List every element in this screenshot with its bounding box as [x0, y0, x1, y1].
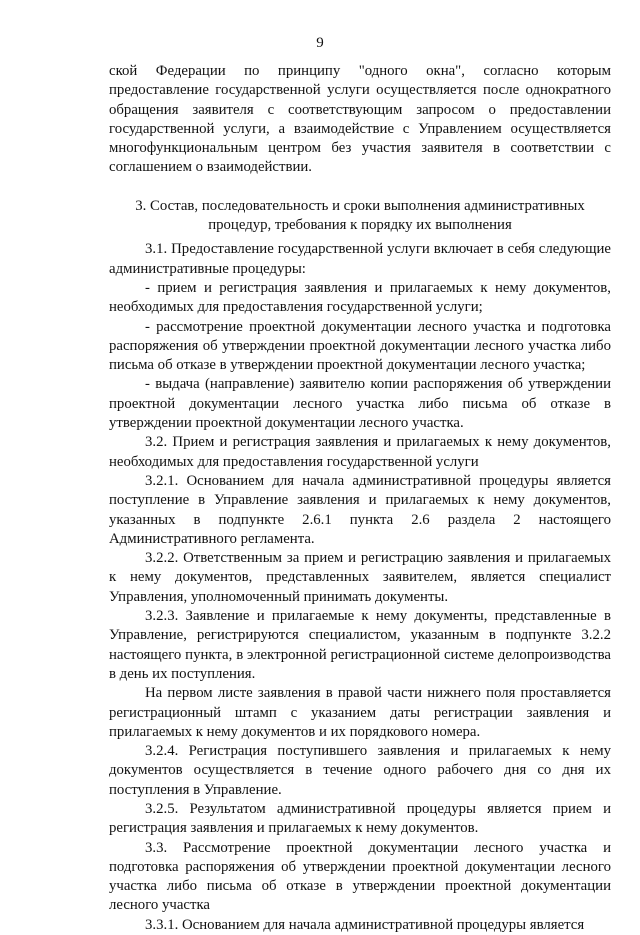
paragraph-3-2-3: 3.2.3. Заявление и прилагаемые к нему документы, представленные в Управление, регистрируются специалистом, указанным в подпункте 3.2.2 настоящего пункта, в электронной регистрационной системе делопроизводства в день их поступления.: [109, 608, 611, 682]
list-item-reception: - прием и регистрация заявления и прилагаемых к нему документов, необходимых для предоставления государственной услуги;: [109, 279, 611, 316]
paragraph-continuation: ской Федерации по принципу "одного окна", согласно которым предоставление государственной услуги осуществляется после однократного обращения заявителя с соответствующим запросом о предоставлении государственной услуги, а взаимодействие с Управлением осуществляется многофункциональным центром без участия заявителя в соответствии с соглашением о взаимодействии.: [109, 63, 611, 176]
paragraph-3-1: 3.1. Предоставление государственной услуги включает в себя следующие административные процедуры:: [109, 241, 611, 277]
paragraph-3-2-2: 3.2.2. Ответственным за прием и регистрацию заявления и прилагаемых к нему документов, представленных заявителем, является специалист Управления, уполномоченный принимать документы.: [109, 550, 611, 605]
paragraph-3-3: 3.3. Рассмотрение проектной документации лесного участка и подготовка распоряжения об утверждении проектной документации лесного участка либо письма об отказе в утверждении проектной документации лесного участка: [109, 839, 611, 914]
paragraph-3-3-1: 3.3.1. Основанием для начала административной процедуры является: [145, 916, 585, 933]
section-heading: 3. Состав, последовательность и сроки выполнения административных процедур, требования к порядку их выполнения: [135, 197, 585, 234]
paragraph-3-2: 3.2. Прием и регистрация заявления и прилагаемых к нему документов, необходимых для предоставления государственной услуги: [109, 434, 611, 470]
paragraph-3-2-5: 3.2.5. Результатом административной процедуры является прием и регистрация заявления и прилагаемых к нему документов.: [109, 800, 611, 837]
paragraph-stamp: На первом листе заявления в правой части нижнего поля проставляется регистрационный штамп с указанием даты регистрации заявления и прилагаемых к нему документов и их порядкового номера.: [109, 685, 611, 740]
paragraph-3-2-1: 3.2.1. Основанием для начала административной процедуры является поступление в Управление заявления и прилагаемых к нему документов, указанных в подпункте 2.6.1 пункта 2.6 раздела 2 настоящего Административного регламента.: [109, 472, 611, 547]
document-body: [109, 62, 611, 935]
list-item-review: - рассмотрение проектной документации лесного участка и подготовка распоряжения об утверждении проектной документации лесного участка либо письма об отказе в утверждении проектной документации лесного участка;: [109, 318, 611, 374]
paragraph-3-2-4: 3.2.4. Регистрация поступившего заявления и прилагаемых к нему документов осуществляется в течение одного рабочего дня со дня их поступления в Управление.: [109, 743, 611, 798]
page-number: 9: [316, 35, 324, 51]
list-item-issuance: - выдача (направление) заявителю копии распоряжения об утверждении проектной документации лесного участка либо письма об отказе в утверждении проектной документации лесного участка.: [109, 376, 611, 432]
